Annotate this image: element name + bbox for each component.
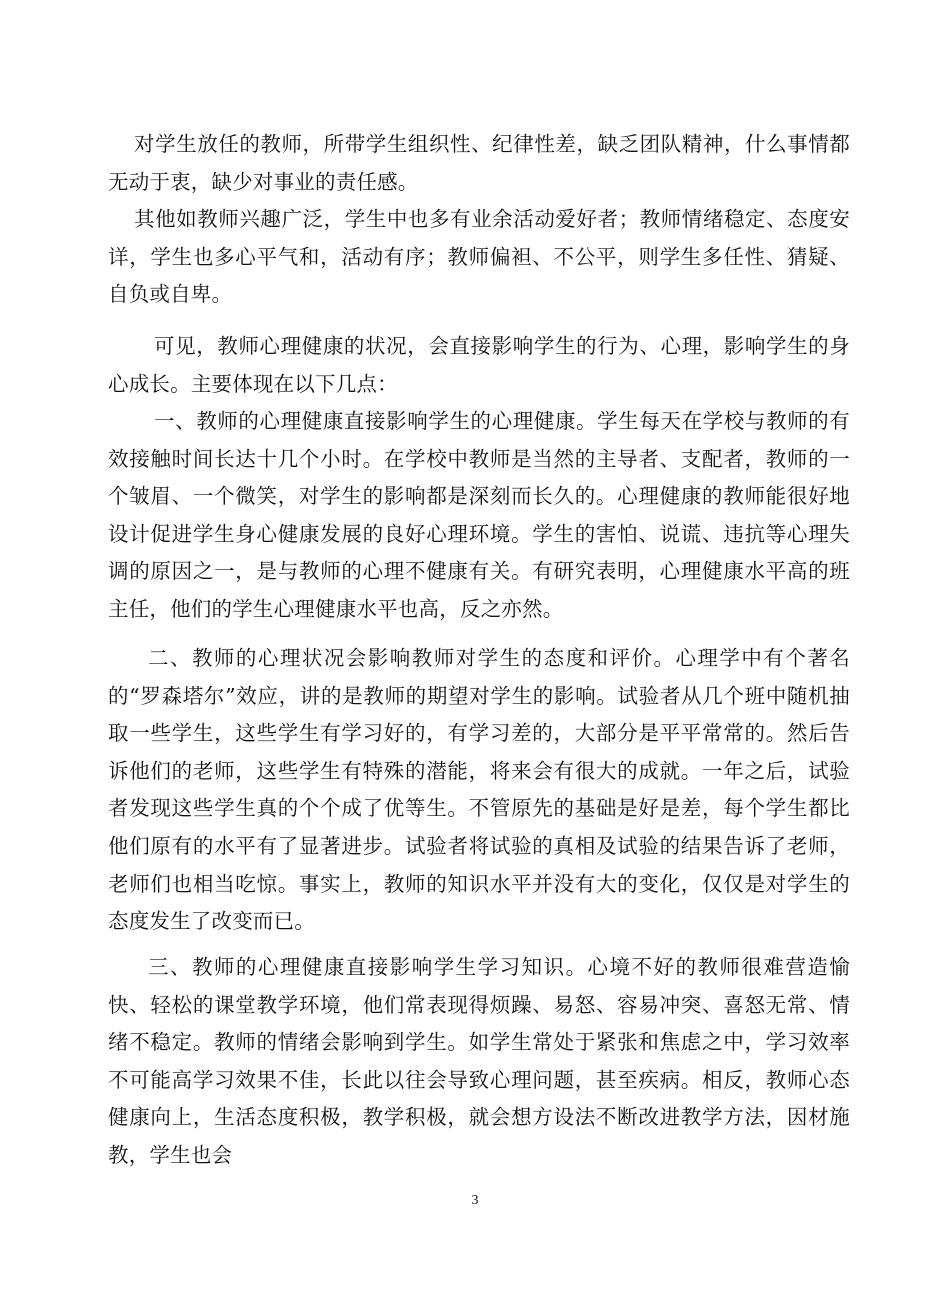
- page-number: 3: [471, 1193, 479, 1208]
- paragraph-point-three: 三、教师的心理健康直接影响学生学习知识。心境不好的教师很难营造愉快、轻松的课堂教学环境，他们常表现得烦躁、易怒、容易冲突、喜怒无常、情绪不稳定。教师的情绪会影响到学生。如学生常处于紧张和焦虑之中，学习效率不可能高学习效果不佳，长此以往会导致心理问题，甚至疾病。相反，教师心态健康向上，生活态度积极，教学积极，就会想方设法不断改进教学方法，因材施教，学生也会: [108, 955, 850, 1167]
- paragraph-other-examples: 其他如教师兴趣广泛，学生中也多有业余活动爱好者；教师情绪稳定、态度安详，学生也多心平气和，活动有序；教师偏袒、不公平，则学生多任性、猜疑、自负或自卑。: [108, 207, 850, 307]
- paragraph-summary: 可见，教师心理健康的状况，会直接影响学生的行为、心理，影响学生的身心成长。主要体现在以下几点：: [108, 334, 850, 396]
- paragraph-point-one: 一、教师的心理健康直接影响学生的心理健康。学生每天在学校与教师的有效接触时间长达十几个小时。在学校中教师是当然的主导者、支配者，教师的一个皱眉、一个微笑，对学生的影响都是深刻而长久的。心理健康的教师能很好地设计促进学生身心健康发展的良好心理环境。学生的害怕、说谎、违抗等心理失调的原因之一，是与教师的心理不健康有关。有研究表明，心理健康水平高的班主任，他们的学生心理健康水平也高，反之亦然。: [108, 409, 850, 621]
- paragraph-point-two: 二、教师的心理状况会影响教师对学生的态度和评价。心理学中有个著名的“罗森塔尔”效应，讲的是教师的期望对学生的影响。试验者从几个班中随机抽取一些学生，这些学生有学习好的，有学习差的，大部分是平平常常的。然后告诉他们的老师，这些学生有特殊的潜能，将来会有很大的成就。一年之后，试验者发现这些学生真的个个成了优等生。不管原先的基础是好是差，每个学生都比他们原有的水平有了显著进步。试验者将试验的真相及试验的结果告诉了老师，老师们也相当吃惊。事实上，教师的知识水平并没有大的变化，仅仅是对学生的态度发生了改变而已。: [108, 646, 850, 934]
- paragraph-permissive-teacher: 对学生放任的教师，所带学生组织性、纪律性差，缺乏团队精神，什么事情都无动于衷，缺少对事业的责任感。: [108, 132, 850, 194]
